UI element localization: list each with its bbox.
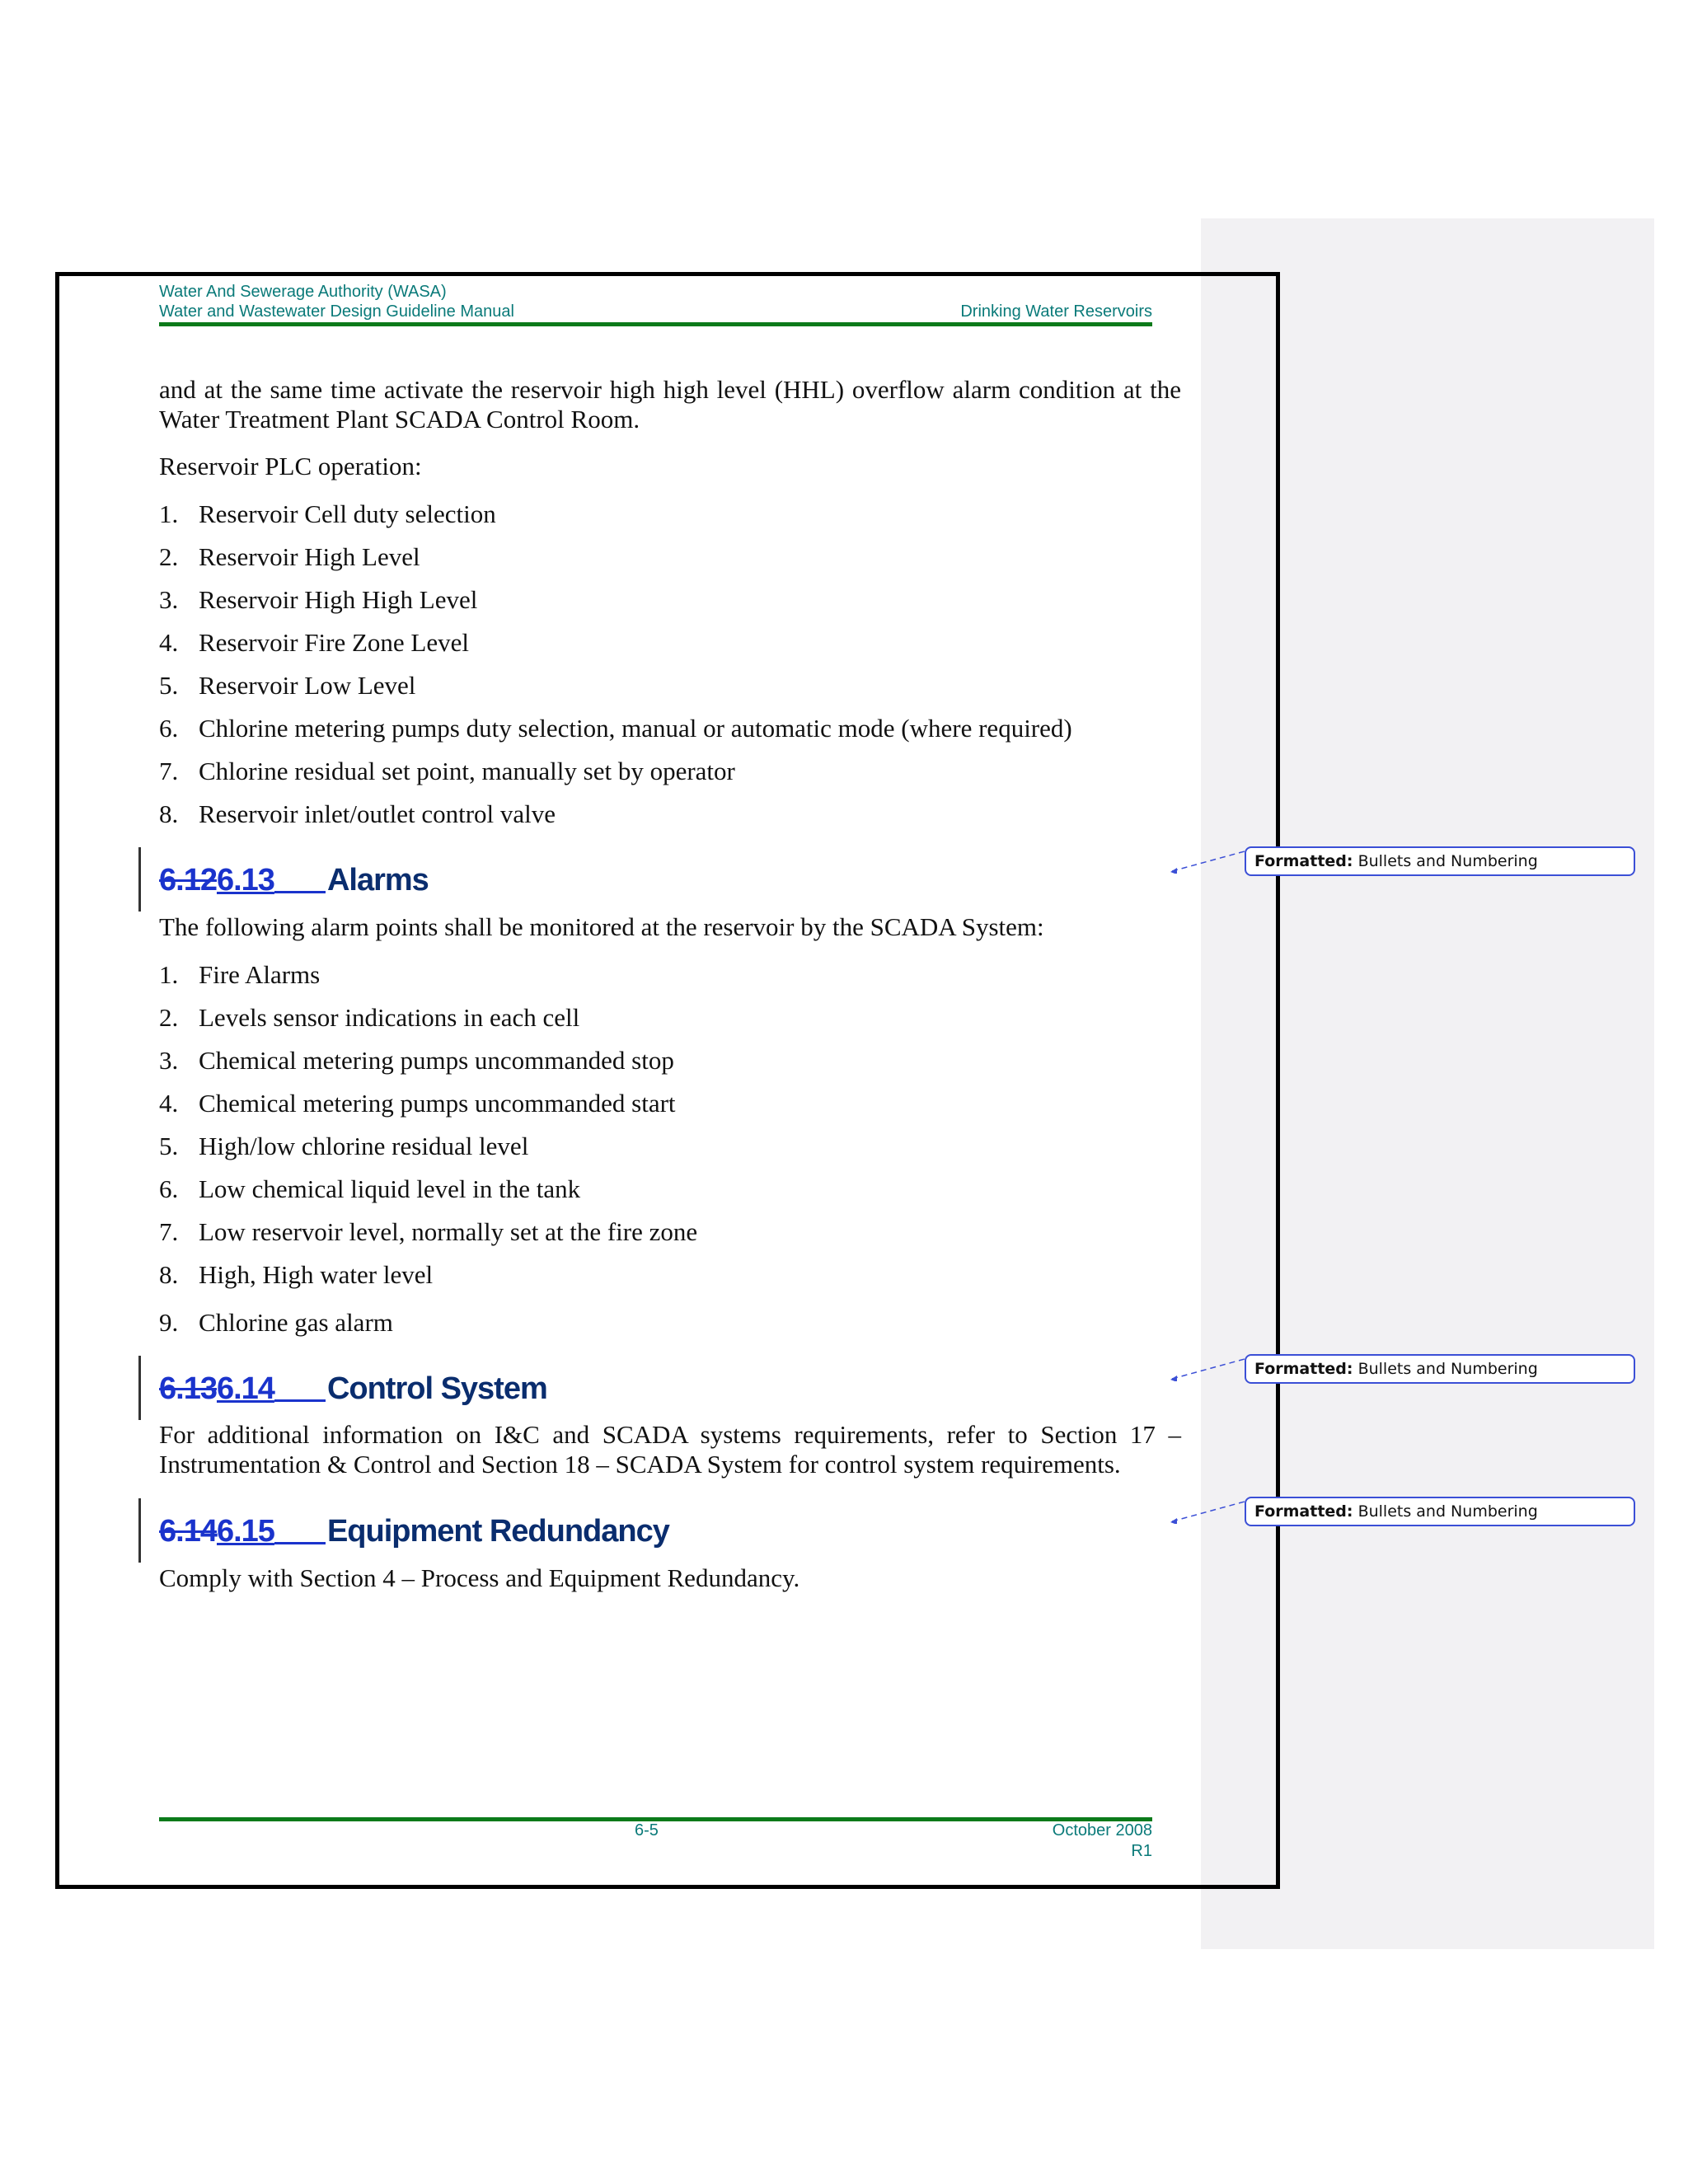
list-text: Reservoir inlet/outlet control valve (199, 799, 556, 828)
section-heading-control-system (159, 1368, 547, 1409)
list-number: 4. (159, 1089, 179, 1118)
page-number: 6-5 (635, 1821, 659, 1840)
plc-title: Reservoir PLC operation: (159, 452, 422, 480)
comment-balloon[interactable] (1245, 1497, 1635, 1526)
deleted-number: 6.14 (159, 1514, 217, 1549)
deleted-number: 6.12 (159, 863, 217, 898)
list-item (159, 1046, 674, 1076)
comment-value: Bullets and Numbering (1357, 1502, 1538, 1521)
header-org: Water And Sewerage Authority (WASA) (159, 283, 447, 301)
deleted-number: 6.13 (159, 1371, 217, 1406)
list-number: 7. (159, 1217, 179, 1246)
list-text: Chlorine metering pumps duty selection, manual or automatic mode (where required) (199, 714, 1072, 743)
list-item (159, 499, 496, 529)
list-item (159, 542, 420, 572)
header-line2 (159, 302, 1152, 321)
list-number: 1. (159, 499, 179, 528)
list-text: Chemical metering pumps uncommanded stop (199, 1046, 674, 1075)
section-title: Equipment Redundancy (326, 1514, 669, 1549)
list-item (159, 757, 735, 786)
list-item (159, 1308, 393, 1338)
list-number: 2. (159, 1003, 179, 1032)
inserted-number: 6.14 (216, 1371, 274, 1406)
list-number: 1. (159, 960, 179, 989)
comment-connector (1170, 849, 1246, 874)
tab-underline (274, 1511, 326, 1544)
list-number: 8. (159, 799, 179, 828)
section-title: Alarms (326, 863, 429, 898)
list-text: Chemical metering pumps uncommanded start (199, 1089, 676, 1118)
list-number: 6. (159, 1174, 179, 1203)
list-number: 8. (159, 1260, 179, 1289)
comment-label: Formatted: (1254, 1360, 1353, 1378)
comment-balloon[interactable] (1245, 1354, 1635, 1384)
list-text: Reservoir Low Level (199, 671, 416, 700)
list-number: 4. (159, 628, 179, 657)
list-text: High/low chlorine residual level (199, 1132, 529, 1160)
footer-date: October 2008 (1052, 1821, 1152, 1840)
list-text: Chlorine residual set point, manually set by operator (199, 757, 735, 785)
alarms-intro: The following alarm points shall be monitored at the reservoir by the SCADA System: (159, 912, 1044, 941)
list-text: Reservoir Cell duty selection (199, 499, 496, 528)
inserted-number: 6.13 (216, 863, 274, 898)
list-item (159, 1260, 433, 1290)
list-number: 2. (159, 542, 179, 571)
list-item (159, 714, 1072, 743)
inserted-number: 6.15 (216, 1514, 274, 1549)
list-number: 5. (159, 671, 179, 700)
header-manual: Water and Wastewater Design Guideline Manual (159, 302, 514, 321)
change-bar (138, 1356, 141, 1420)
list-text: Reservoir High Level (199, 542, 420, 571)
intro-paragraph: and at the same time activate the reservoir high high level (HHL) overflow alarm condition at the Water Treatment Plant SCADA Control Room. (159, 375, 1181, 434)
list-item (159, 1217, 697, 1247)
comment-connector (1170, 1357, 1246, 1381)
list-item (159, 1132, 528, 1161)
section-heading-equipment-redundancy (159, 1511, 669, 1552)
list-number: 3. (159, 1046, 179, 1075)
list-number: 6. (159, 714, 179, 743)
list-text: High, High water level (199, 1260, 434, 1289)
list-text: Levels sensor indications in each cell (199, 1003, 580, 1032)
list-item (159, 960, 320, 990)
redundancy-paragraph: Comply with Section 4 – Process and Equipment Redundancy. (159, 1563, 800, 1592)
comment-label: Formatted: (1254, 852, 1353, 870)
header-rule (159, 322, 1152, 326)
comment-connector (1170, 1499, 1246, 1524)
control-paragraph: For additional information on I&C and SCADA systems requirements, refer to Section 17 – Instrumentation & Control and Section 18 – SCADA System for control system requirements. (159, 1420, 1181, 1479)
list-number: 7. (159, 757, 179, 785)
list-text: Low reservoir level, normally set at the fire zone (199, 1217, 698, 1246)
list-item (159, 799, 556, 829)
list-text: Low chemical liquid level in the tank (199, 1174, 581, 1203)
list-item (159, 1174, 580, 1204)
list-item (159, 1089, 676, 1118)
list-item (159, 628, 469, 658)
list-text: Chlorine gas alarm (199, 1308, 393, 1337)
comment-label: Formatted: (1254, 1502, 1353, 1521)
list-text: Reservoir Fire Zone Level (199, 628, 469, 657)
comment-balloon[interactable] (1245, 846, 1635, 876)
list-item (159, 585, 477, 615)
comment-value: Bullets and Numbering (1357, 1360, 1538, 1378)
footer-revision: R1 (1131, 1842, 1152, 1860)
list-item (159, 671, 415, 701)
list-text: Fire Alarms (199, 960, 321, 989)
tab-underline (274, 1368, 326, 1402)
section-heading-alarms (159, 860, 429, 901)
tab-underline (274, 860, 326, 893)
list-item (159, 1003, 579, 1033)
list-number: 9. (159, 1308, 179, 1337)
comment-value: Bullets and Numbering (1357, 852, 1538, 870)
list-text: Reservoir High High Level (199, 585, 478, 614)
change-bar (138, 847, 141, 912)
list-number: 3. (159, 585, 179, 614)
section-title: Control System (326, 1371, 547, 1406)
list-number: 5. (159, 1132, 179, 1160)
change-bar (138, 1498, 141, 1563)
header-chapter: Drinking Water Reservoirs (960, 302, 1152, 321)
